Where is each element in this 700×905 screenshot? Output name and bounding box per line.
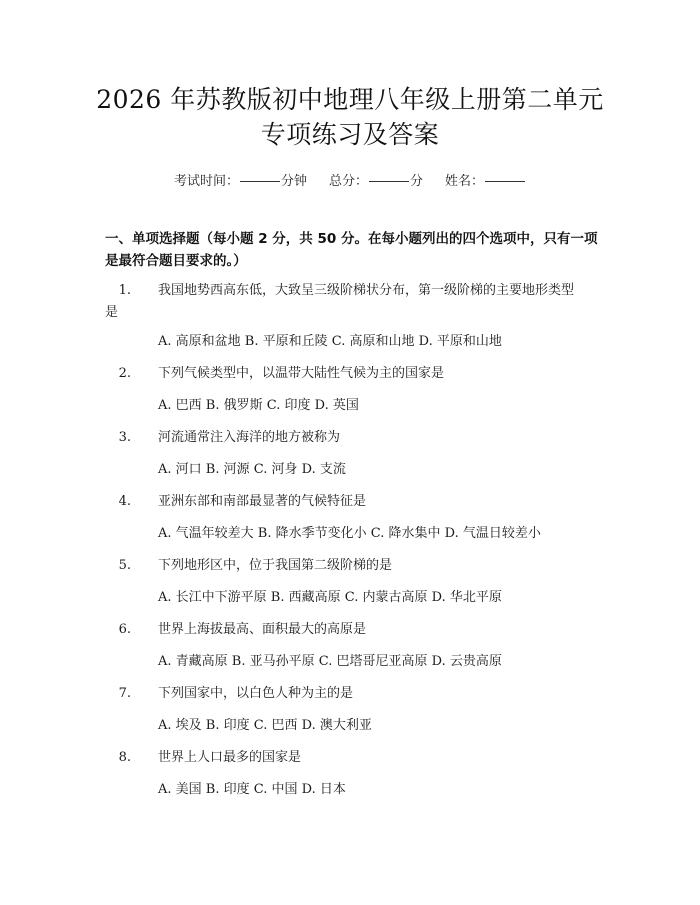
question-1-options: A. 高原和盆地 B. 平原和丘陵 C. 高原和山地 D. 平原和山地 — [158, 334, 502, 349]
exam-time-unit: 分钟 — [280, 174, 307, 189]
exam-time-label: 考试时间： — [173, 174, 239, 189]
student-name-label: 姓名： — [445, 174, 485, 189]
question-5-options: A. 长江中下游平原 B. 西藏高原 C. 内蒙古高原 D. 华北平原 — [158, 590, 502, 605]
document-title-line-1: 2026 年苏教版初中地理八年级上册第二单元 — [96, 85, 604, 114]
question-8-options: A. 美国 B. 印度 C. 中国 D. 日本 — [158, 782, 346, 797]
question-number: 7. — [118, 686, 131, 701]
question-7-options: A. 埃及 B. 印度 C. 巴西 D. 澳大利亚 — [158, 718, 372, 733]
question-text: 下列国家中，以白色人种为主的是 — [158, 686, 354, 701]
question-number: 2. — [118, 366, 131, 381]
question-4-options: A. 气温年较差大 B. 降水季节变化小 C. 降水集中 D. 气温日较差小 — [158, 526, 541, 541]
question-6-options: A. 青藏高原 B. 亚马孙平原 C. 巴塔哥尼亚高原 D. 云贵高原 — [158, 654, 502, 669]
question-1 — [105, 280, 605, 324]
question-number: 1. — [118, 283, 131, 298]
section-heading: 一、单项选择题（每小题 2 分，共 50 分。在每小题列出的四个选项中，只有一项是最符合题目要求的。） — [105, 231, 598, 269]
question-3-options: A. 河口 B. 河源 C. 河身 D. 支流 — [158, 462, 346, 477]
exam-time — [174, 170, 307, 189]
question-5 — [105, 555, 605, 577]
exam-time-blank — [240, 181, 280, 182]
question-text: 世界上人口最多的国家是 — [158, 750, 302, 765]
question-text: 下列气候类型中，以温带大陆性气候为主的国家是 — [158, 366, 445, 381]
question-text: 亚洲东部和南部最显著的气候特征是 — [158, 494, 367, 509]
question-text: 我国地势西高东低，大致呈三级阶梯状分布，第一级阶梯的主要地形类型 — [158, 283, 575, 298]
total-score-label: 总分： — [328, 174, 368, 189]
question-8 — [105, 747, 605, 769]
question-3 — [105, 427, 605, 449]
total-score-unit: 分 — [410, 174, 424, 189]
document-title-line-2: 专项练习及答案 — [260, 120, 440, 149]
question-text-continued: 是 — [105, 305, 119, 320]
question-text: 下列地形区中，位于我国第二级阶梯的是 — [158, 558, 393, 573]
question-number: 3. — [118, 430, 131, 445]
question-7 — [105, 683, 605, 705]
question-number: 4. — [118, 494, 131, 509]
total-score-blank — [369, 181, 409, 182]
question-number: 6. — [118, 622, 131, 637]
question-2-options: A. 巴西 B. 俄罗斯 C. 印度 D. 英国 — [158, 398, 359, 413]
student-name-blank — [485, 181, 525, 182]
total-score — [329, 170, 423, 189]
exam-meta — [0, 170, 700, 189]
student-name — [445, 170, 526, 189]
question-text: 河流通常注入海洋的地方被称为 — [158, 430, 341, 445]
question-2 — [105, 363, 605, 385]
question-number: 8. — [118, 750, 131, 765]
question-text: 世界上海拔最高、面积最大的高原是 — [158, 622, 367, 637]
question-4 — [105, 491, 605, 513]
question-number: 5. — [118, 558, 131, 573]
question-6 — [105, 619, 605, 641]
